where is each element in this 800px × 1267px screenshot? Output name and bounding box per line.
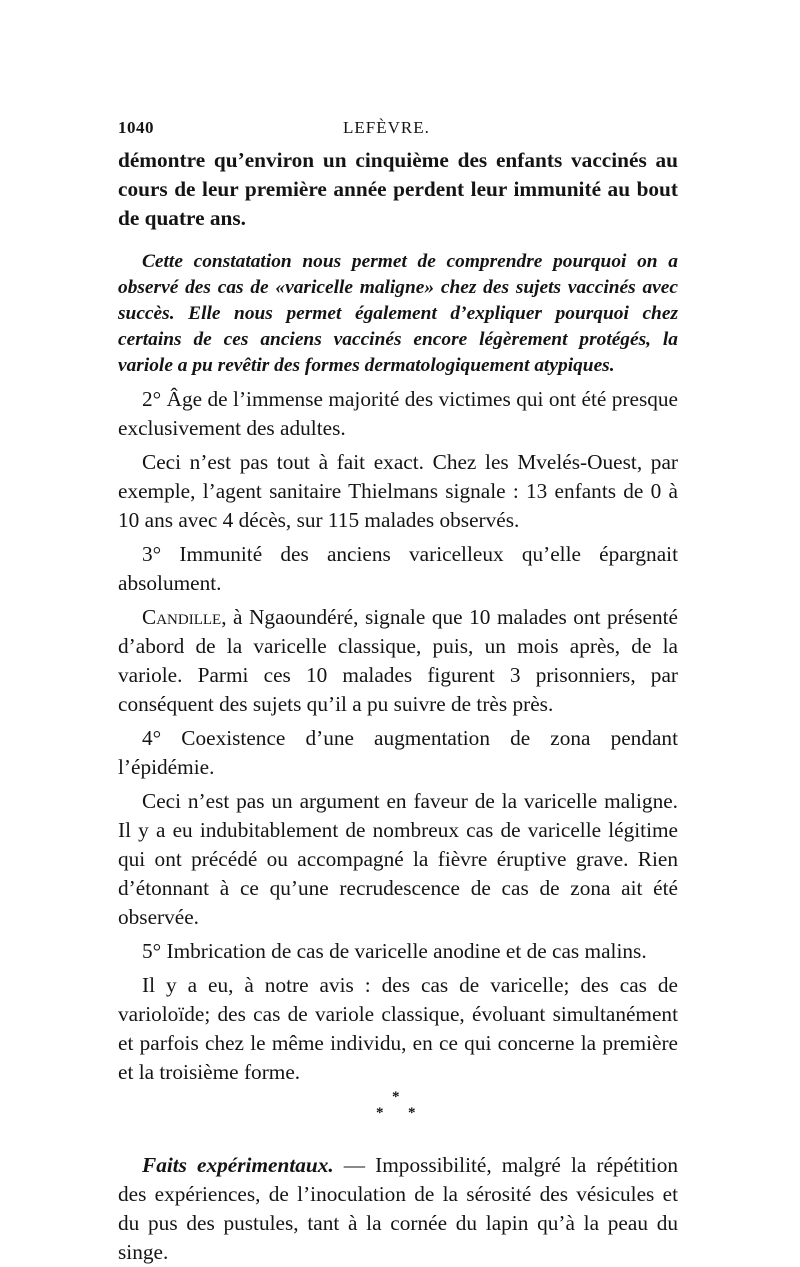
- paragraph-point-2: 2° Âge de l’immense majorité des victimes qui ont été presque exclusivement des adultes.: [118, 387, 678, 440]
- paragraph-experimental-facts: [118, 1151, 678, 1267]
- paragraph-point-4-reply: Ceci n’est pas un argument en faveur de la varicelle maligne. Il y a eu indubitablement de nombreux cas de varicelle légitime qui ont précédé ou accompagné la fièvre éruptive grave. Rien d’étonnant à ce qu’une recrudescence de cas de zona ait été observée.: [118, 789, 678, 929]
- section-lead: Faits expérimentaux.: [142, 1153, 334, 1177]
- running-head: [118, 118, 678, 146]
- paragraph-italic-note: Cette constatation nous permet de comprendre pourquoi on a observé des cas de «varicelle maligne» chez des sujets vaccinés avec succès. Elle nous permet également d’expliquer pourquoi chez certains de ces anciens vaccinés encore légèrement protégés, la variole a pu revêtir des formes dermatologiquement atypiques.: [118, 251, 678, 376]
- running-title: LEFÈVRE.: [343, 118, 430, 137]
- asterism-divider: [118, 1089, 678, 1133]
- page-number: 1040: [118, 118, 154, 137]
- asterism-star: *: [392, 1089, 400, 1105]
- author-name: Candille: [142, 605, 222, 629]
- asterism-star: *: [408, 1105, 416, 1121]
- paragraph-point-5-reply: Il y a eu, à notre avis : des cas de varicelle; des cas de varioloïde; des cas de variole classique, évoluant simultanément et parfois chez le même individu, en ce qui concerne la première et la troisième forme.: [118, 973, 678, 1084]
- paragraph-experimental-facts-text: — Impossibilité, malgré la répétition des expériences, de l’inoculation de la sérosité des vésicules et du pus des pustules, tant à la cornée du lapin qu’à la peau du singe.: [118, 1153, 678, 1264]
- paragraph-point-4: 4° Coexistence d’une augmentation de zona pendant l’épidémie.: [118, 726, 678, 779]
- asterism-star: *: [376, 1105, 384, 1121]
- paragraph-point-5: 5° Imbrication de cas de varicelle anodine et de cas malins.: [142, 939, 647, 963]
- book-page: [118, 118, 678, 1267]
- paragraph-continuation: démontre qu’environ un cinquième des enfants vaccinés au cours de leur première année perdent leur immunité au bout de quatre ans.: [118, 148, 678, 230]
- paragraph-point-3: 3° Immunité des anciens varicelleux qu’elle épargnait absolument.: [118, 542, 678, 595]
- paragraph-point-2-reply: Ceci n’est pas tout à fait exact. Chez les Mvelés-Ouest, par exemple, l’agent sanitaire Thielmans signale : 13 enfants de 0 à 10 ans avec 4 décès, sur 115 malades observés.: [118, 450, 678, 532]
- paragraph-point-3-reply: [118, 603, 678, 719]
- paragraph-point-3-reply-text: , à Ngaoundéré, signale que 10 malades ont présenté d’abord de la varicelle classique, puis, un mois après, de la variole. Parmi ces 10 malades figurent 3 prisonniers, par conséquent des sujets qu’il a pu suivre de très près.: [118, 605, 678, 716]
